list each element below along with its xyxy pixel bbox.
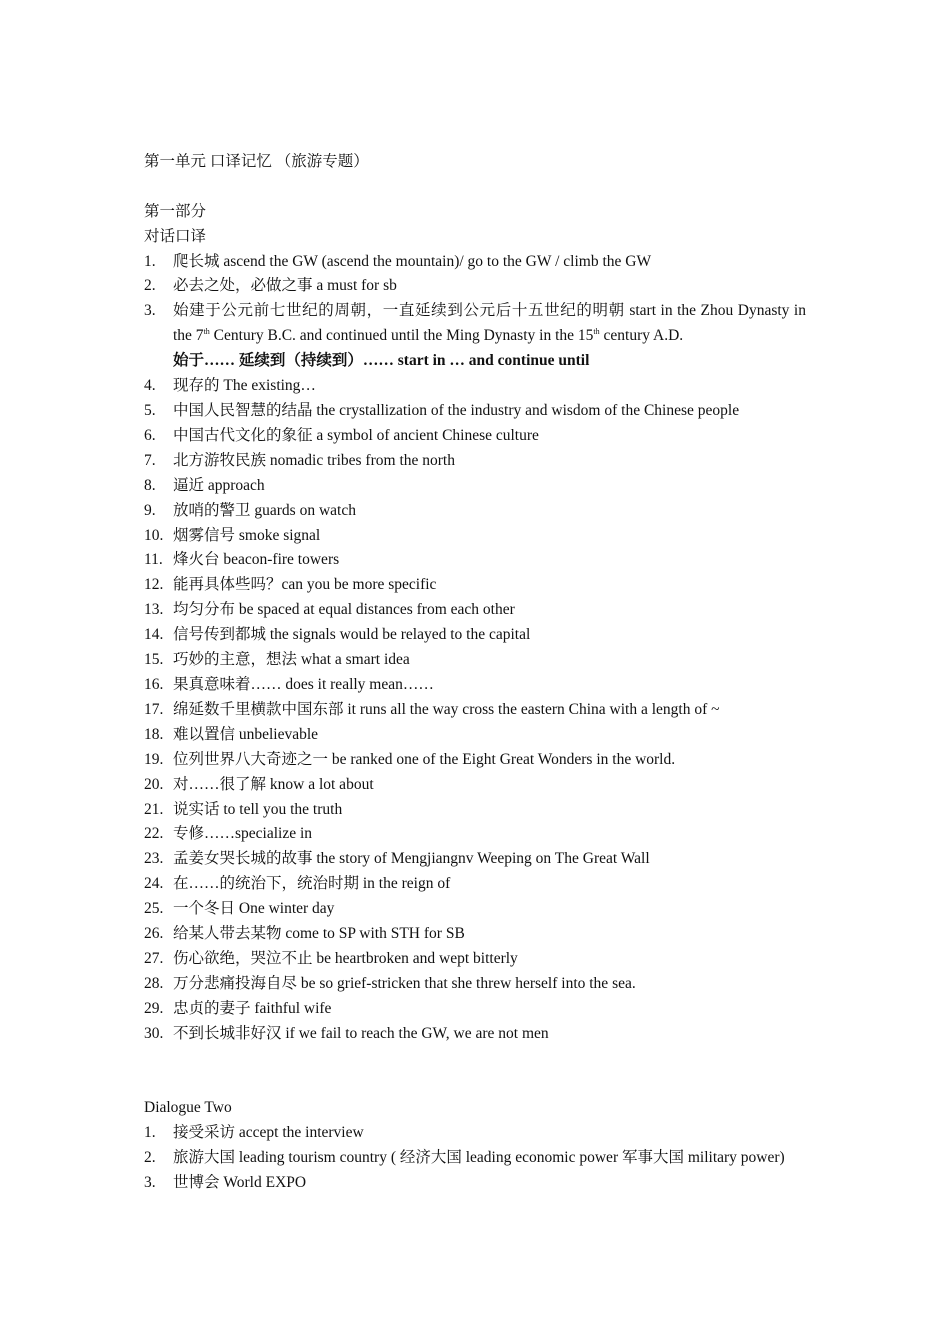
item-number: 15. (144, 651, 164, 669)
item-number: 13. (144, 601, 164, 619)
item-text (173, 299, 806, 349)
item-text: 果真意味着…… does it really mean…… (173, 675, 434, 693)
list-item (144, 897, 806, 922)
item-number: 30. (144, 1024, 164, 1042)
item-number: 1. (144, 252, 156, 270)
spacer (144, 1071, 806, 1096)
item-text: 给某人带去某物 come to SP with STH for SB (173, 925, 465, 943)
item-number: 22. (144, 825, 164, 843)
bold-note: 始于…… 延续到（持续到）…… start in … and continue until (173, 352, 590, 370)
superscript: th (203, 327, 210, 337)
list-item (144, 573, 806, 598)
item-number: 16. (144, 675, 164, 693)
item-text-part: 始建于公元前七世纪的周朝，一直延续到公元后十五世纪的明朝 start in the Zhou Dynasty in the 7 (173, 302, 806, 345)
item-number: 11. (144, 551, 163, 569)
item-text: 接受采访 accept the interview (173, 1124, 364, 1142)
item-text: 巧妙的主意，想法 what a smart idea (173, 651, 410, 669)
list-item (144, 499, 806, 524)
item-text: 万分悲痛投海自尽 be so grief-stricken that she threw herself into the sea. (173, 974, 636, 992)
item-text: 烽火台 beacon-fire towers (173, 551, 340, 569)
section-heading-dialogue-one: 对话口译 (144, 227, 207, 245)
list-item (144, 922, 806, 947)
item-number: 6. (144, 426, 156, 444)
list-item (144, 648, 806, 673)
superscript: th (593, 327, 600, 337)
item-text: 世博会 World EXPO (173, 1174, 307, 1192)
item-number: 7. (144, 451, 156, 469)
item-text: 逼近 approach (173, 476, 265, 494)
item-text: 伤心欲绝，哭泣不止 be heartbroken and wept bitterly (173, 949, 518, 967)
vocab-list-dialogue-two (144, 1121, 806, 1196)
list-item (144, 972, 806, 997)
item-text: 对……很了解 know a lot about (173, 775, 374, 793)
item-text: 不到长城非好汉 if we fail to reach the GW, we are not men (173, 1024, 549, 1042)
list-item (144, 299, 806, 374)
item-text: 中国古代文化的象征 a symbol of ancient Chinese culture (173, 426, 539, 444)
list-item (144, 723, 806, 748)
item-text: 一个冬日 One winter day (173, 900, 335, 918)
item-text: 难以置信 unbelievable (173, 725, 319, 743)
list-item (144, 1146, 806, 1171)
list-item (144, 623, 806, 648)
item-number: 28. (144, 974, 164, 992)
item-text: 放哨的警卫 guards on watch (173, 501, 356, 519)
part-label: 第一部分 (144, 202, 207, 220)
item-number: 21. (144, 800, 164, 818)
item-text: 旅游大国 leading tourism country ( 经济大国 leading economic power 军事大国 military power) (173, 1149, 785, 1167)
item-text: 信号传到都城 the signals would be relayed to the capital (173, 626, 531, 644)
list-item (144, 947, 806, 972)
item-text: 位列世界八大奇迹之一 be ranked one of the Eight Great Wonders in the world. (173, 750, 676, 768)
list-item (144, 798, 806, 823)
item-number: 10. (144, 526, 164, 544)
item-text: 在……的统治下，统治时期 in the reign of (173, 875, 451, 893)
item-text: 北方游牧民族 nomadic tribes from the north (173, 451, 455, 469)
item-number: 27. (144, 949, 164, 967)
item-number: 29. (144, 999, 164, 1017)
item-text: 均匀分布 be spaced at equal distances from each other (173, 601, 515, 619)
list-item (144, 847, 806, 872)
list-item (144, 250, 806, 275)
list-item (144, 673, 806, 698)
vocab-list-dialogue-one (144, 250, 806, 1047)
item-text: 爬长城 ascend the GW (ascend the mountain)/ go to the GW / climb the GW (173, 252, 652, 270)
item-number: 2. (144, 277, 156, 295)
item-number: 14. (144, 626, 164, 644)
item-text-part: century A.D. (599, 327, 684, 345)
spacer (144, 175, 806, 200)
list-item (144, 698, 806, 723)
item-text: 必去之处，必做之事 a must for sb (173, 277, 397, 295)
item-number: 5. (144, 402, 156, 419)
item-text: 能再具体些吗？can you be more specific (173, 576, 437, 594)
document-page (144, 150, 806, 1196)
item-number: 18. (144, 725, 164, 743)
item-text: 中国人民智慧的结晶 the crystallization of the industry and wisdom of the Chinese people (173, 402, 740, 419)
item-text: 专修……specialize in (173, 825, 313, 843)
item-number: 23. (144, 850, 164, 868)
item-text: 绵延数千里横款中国东部 it runs all the way cross the eastern China with a length of ~ (173, 700, 720, 718)
item-number: 12. (144, 576, 164, 594)
item-text-part: Century B.C. and continued until the Ming Dynasty in the 15 (209, 327, 594, 345)
item-number: 8. (144, 476, 156, 494)
list-item (144, 1171, 806, 1196)
spacer (144, 1047, 806, 1072)
list-item (144, 598, 806, 623)
item-text: 说实话 to tell you the truth (173, 800, 343, 818)
list-item (144, 548, 806, 573)
item-text: 现存的 The existing… (173, 377, 316, 395)
item-number: 2. (144, 1149, 156, 1167)
item-text: 忠贞的妻子 faithful wife (173, 999, 332, 1017)
item-number: 26. (144, 925, 164, 943)
list-item (144, 524, 806, 549)
document-title: 第一单元 口译记忆 （旅游专题） (144, 153, 369, 170)
item-number: 3. (144, 302, 156, 320)
item-number: 1. (144, 1124, 156, 1142)
item-number: 24. (144, 875, 164, 893)
item-text: 孟姜女哭长城的故事 the story of Mengjiangnv Weeping on The Great Wall (173, 850, 650, 868)
item-number: 17. (144, 700, 164, 718)
section-heading-dialogue-two: Dialogue Two (144, 1099, 232, 1117)
item-text: 烟雾信号 smoke signal (173, 526, 321, 544)
list-item (144, 997, 806, 1022)
list-item (144, 773, 806, 798)
list-item (144, 1121, 806, 1146)
list-item (144, 748, 806, 773)
item-number: 19. (144, 750, 164, 768)
item-number: 25. (144, 900, 164, 918)
list-item (144, 374, 806, 399)
list-item (144, 399, 806, 424)
list-item (144, 424, 806, 449)
list-item (144, 872, 806, 897)
list-item (144, 822, 806, 847)
list-item (144, 1022, 806, 1047)
item-number: 9. (144, 501, 156, 519)
list-item (144, 274, 806, 299)
item-number: 20. (144, 775, 164, 793)
item-number: 4. (144, 377, 156, 395)
list-item (144, 474, 806, 499)
item-number: 3. (144, 1174, 156, 1192)
list-item (144, 449, 806, 474)
